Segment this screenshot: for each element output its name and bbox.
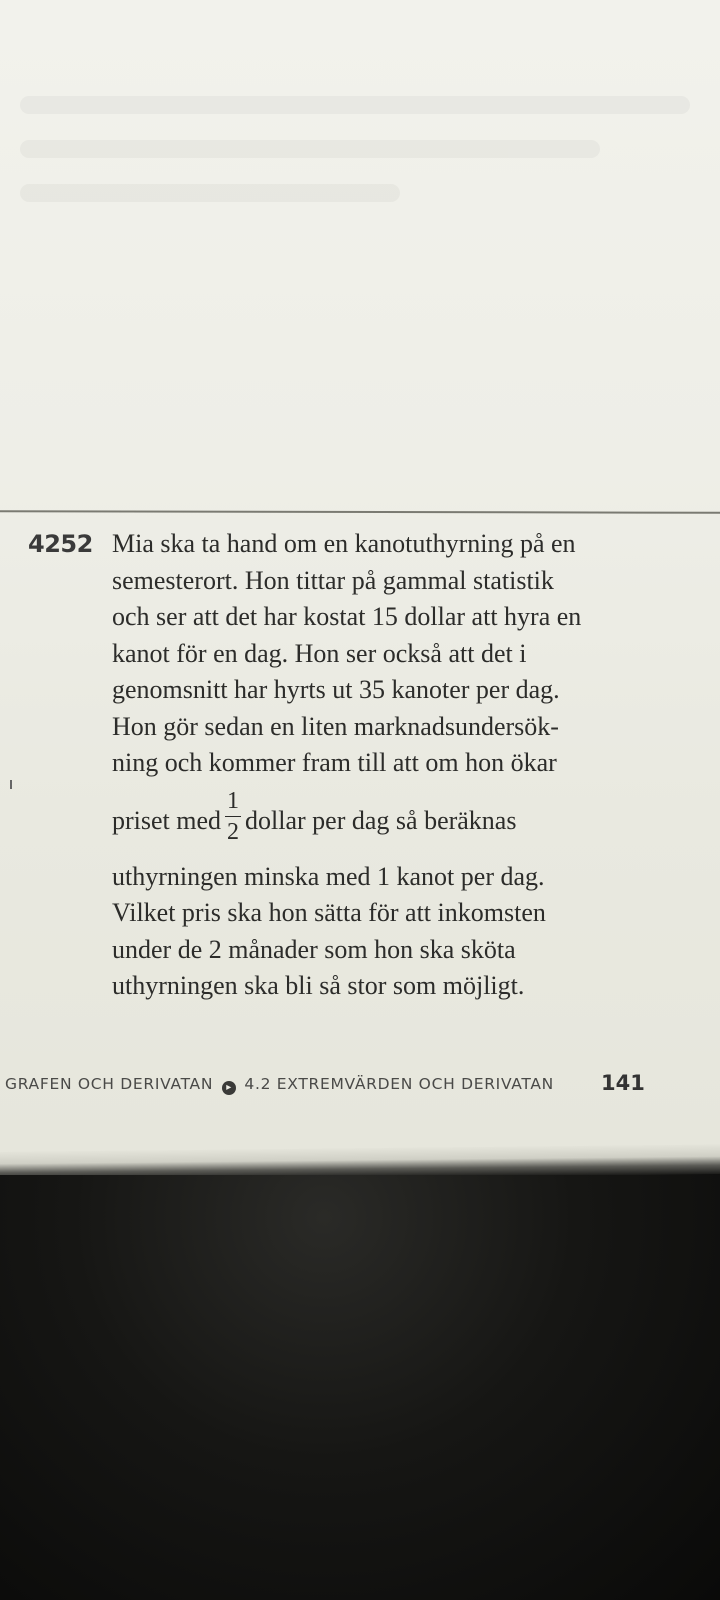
problem-line: under de 2 månader som hon ska sköta: [112, 934, 516, 964]
footer-section: 4.2 EXTREMVÄRDEN OCH DERIVATAN: [244, 1075, 554, 1093]
problem-line: Hon gör sedan en liten marknadsundersök-: [112, 711, 559, 741]
section-divider: [0, 510, 720, 514]
problem-line: Mia ska ta hand om en kanotuthyrning på en: [112, 529, 576, 558]
problem-line: semesterort. Hon tittar på gammal statistik: [112, 565, 554, 595]
margin-mark: [10, 780, 12, 789]
fraction-one-half: [225, 789, 241, 844]
fraction-denominator: 2: [227, 819, 240, 846]
fraction-line-after: dollar per dag så beräknas: [245, 805, 517, 835]
fraction-numerator: 1: [225, 789, 241, 817]
problem-text: [112, 526, 672, 1005]
dark-background: [0, 1175, 720, 1600]
fraction-line-before: priset med: [112, 805, 222, 835]
problem-line: ning och kommer fram till att om hon ökar: [112, 748, 557, 777]
problem-line: genomsnitt har hyrts ut 35 kanoter per dag.: [112, 675, 560, 704]
running-footer: [5, 1071, 720, 1095]
show-through-text: [0, 70, 720, 210]
problem-line: uthyrningen minska med 1 kanot per dag.: [112, 861, 545, 891]
problem-line: kanot för en dag. Hon ser också att det i: [112, 638, 527, 668]
problem-line: och ser att det har kostat 15 dollar att hyra en: [112, 602, 582, 631]
problem-line: Vilket pris ska hon sätta för att inkomsten: [112, 898, 546, 927]
fraction-line: [112, 782, 672, 859]
problem-line: uthyrningen ska bli så stor som möjligt.: [112, 971, 525, 1000]
arrow-right-circle-icon: ▸: [222, 1081, 236, 1095]
problem-number: 4252: [28, 530, 93, 558]
page-number: 141: [601, 1071, 645, 1095]
footer-chapter: GRAFEN OCH DERIVATAN: [5, 1075, 214, 1093]
